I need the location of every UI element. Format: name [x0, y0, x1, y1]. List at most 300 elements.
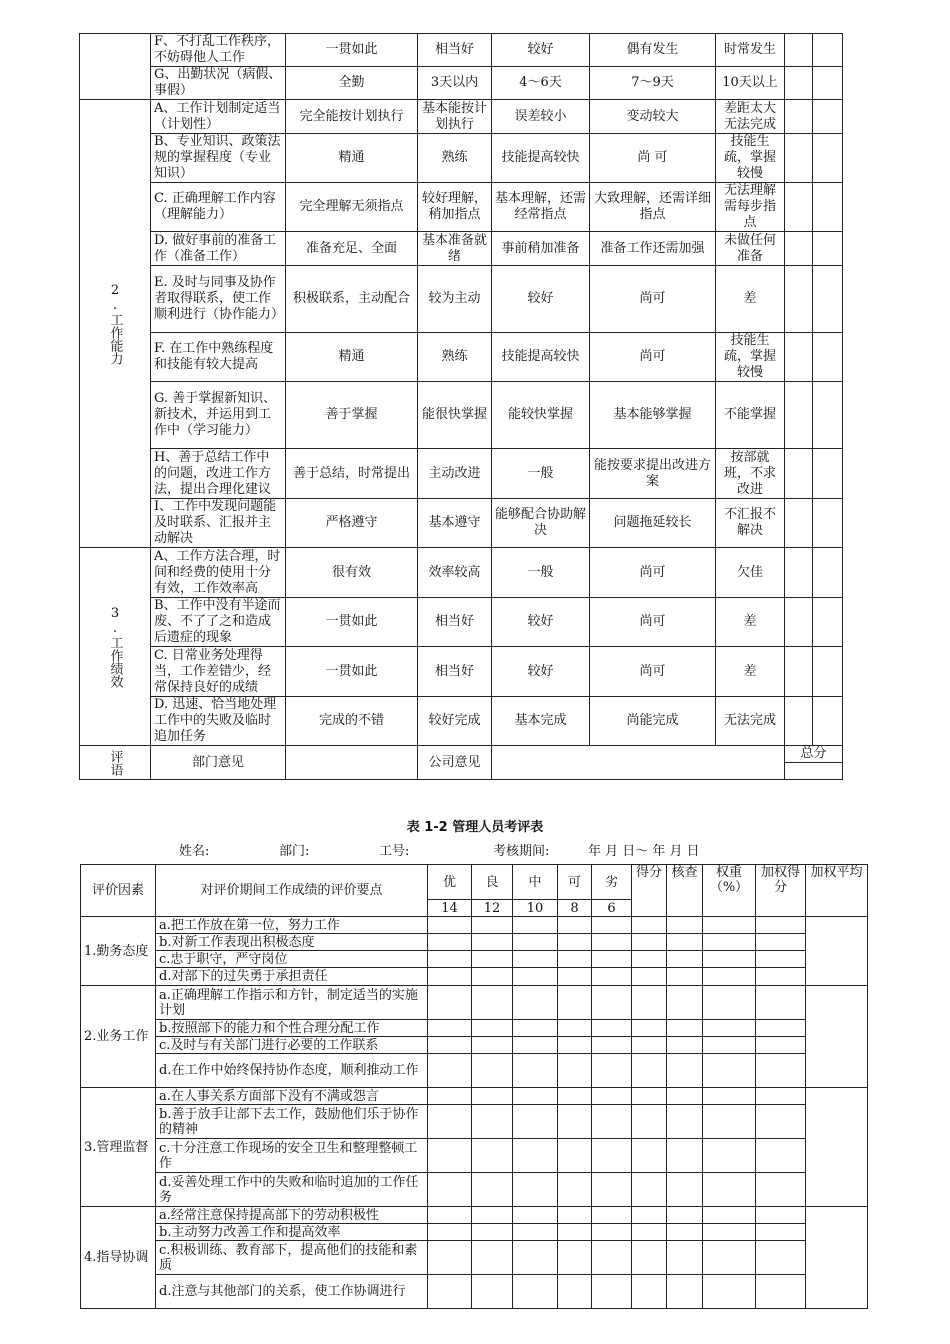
- score-cell[interactable]: [558, 968, 592, 986]
- score-cell[interactable]: [813, 134, 843, 183]
- score-cell[interactable]: [703, 968, 756, 986]
- score-cell[interactable]: [703, 934, 756, 951]
- score-cell[interactable]: [632, 934, 667, 951]
- score-cell[interactable]: [513, 1020, 558, 1037]
- score-cell[interactable]: [592, 1224, 632, 1241]
- criterion-item: b.按照部下的能力和个性合理分配工作: [156, 1020, 428, 1037]
- score-cell[interactable]: [632, 1207, 667, 1224]
- grade-descriptor: 善于总结，时常提出: [286, 449, 418, 499]
- score-cell[interactable]: [472, 1173, 513, 1207]
- grade-descriptor: 完成的不错: [286, 697, 418, 746]
- score-cell[interactable]: [667, 1037, 703, 1054]
- category-cell-empty: [80, 34, 151, 100]
- score-cell[interactable]: [592, 1275, 632, 1309]
- score-cell[interactable]: [813, 183, 843, 232]
- score-cell[interactable]: [703, 1139, 756, 1173]
- criterion-item: c.忠于职守，严守岗位: [156, 951, 428, 968]
- grade-descriptor: 能较快掌握: [492, 382, 590, 449]
- table-2-body: [81, 865, 868, 1309]
- score-cell[interactable]: [513, 1037, 558, 1054]
- category-work-performance: 3.工作绩效: [80, 548, 151, 746]
- score-cell[interactable]: [428, 1139, 472, 1173]
- header-weighted-average: 加权平均: [806, 865, 868, 917]
- score-cell[interactable]: [558, 1173, 592, 1207]
- score-cell[interactable]: [632, 917, 667, 934]
- score-cell[interactable]: [472, 1020, 513, 1037]
- score-cell[interactable]: [472, 917, 513, 934]
- grade-descriptor: 按部就班，不求改进: [716, 449, 785, 499]
- criterion-item: c.十分注意工作现场的安全卫生和整理整顿工作: [156, 1139, 428, 1173]
- score-cell[interactable]: [472, 1207, 513, 1224]
- total-score-cell: [785, 746, 843, 780]
- score-cell[interactable]: [813, 697, 843, 746]
- criterion-item: d.注意与其他部门的关系，使工作协调进行: [156, 1275, 428, 1309]
- score-cell[interactable]: [513, 1224, 558, 1241]
- grade-descriptor: 技能提高较快: [492, 134, 590, 183]
- criterion-label: B、专业知识、政策法规的掌握程度（专业知识）: [151, 134, 286, 183]
- score-cell[interactable]: [592, 1020, 632, 1037]
- score-cell[interactable]: [703, 1054, 756, 1088]
- score-cell[interactable]: [703, 951, 756, 968]
- score-cell[interactable]: [592, 1173, 632, 1207]
- grade-descriptor: 精通: [286, 333, 418, 382]
- table-row: [81, 986, 868, 1020]
- score-cell[interactable]: [703, 1020, 756, 1037]
- score-cell[interactable]: [667, 1105, 703, 1139]
- grade-descriptor: 全勤: [286, 67, 418, 100]
- score-cell[interactable]: [472, 1054, 513, 1088]
- score-cell[interactable]: [472, 1088, 513, 1105]
- table-row: [80, 382, 843, 449]
- grade-descriptor: 误差较小: [492, 100, 590, 134]
- score-cell[interactable]: [558, 951, 592, 968]
- score-cell[interactable]: [428, 1207, 472, 1224]
- criterion-label: H、善于总结工作中的问题，改进工作方法，提出合理化建议: [151, 449, 286, 499]
- score-cell[interactable]: [428, 1275, 472, 1309]
- score-cell[interactable]: [632, 1139, 667, 1173]
- score-cell[interactable]: [592, 1037, 632, 1054]
- score-cell[interactable]: [472, 968, 513, 986]
- score-cell[interactable]: [667, 1224, 703, 1241]
- score-cell[interactable]: [667, 1054, 703, 1088]
- score-cell[interactable]: [756, 1139, 806, 1173]
- score-cell[interactable]: [785, 499, 813, 548]
- grade-descriptor: 无法理解需每步指点: [716, 183, 785, 232]
- score-cell[interactable]: [756, 1241, 806, 1275]
- criterion-item: b.主动努力改善工作和提高效率: [156, 1224, 428, 1241]
- score-cell[interactable]: [756, 917, 806, 934]
- score-cell[interactable]: [785, 183, 813, 232]
- grade-descriptor: 差: [716, 266, 785, 333]
- table-row: [81, 1241, 868, 1275]
- grade-descriptor: 不能掌握: [716, 382, 785, 449]
- criterion-item: a.正确理解工作指示和方针，制定适当的实施计划: [156, 986, 428, 1020]
- header-points: 6: [592, 900, 632, 917]
- score-cell[interactable]: [558, 917, 592, 934]
- score-cell[interactable]: [756, 1088, 806, 1105]
- criterion-label: D. 做好事前的准备工作（准备工作）: [151, 232, 286, 266]
- grade-descriptor: 积极联系，主动配合: [286, 266, 418, 333]
- score-cell[interactable]: [756, 968, 806, 986]
- score-cell[interactable]: [558, 1088, 592, 1105]
- score-cell[interactable]: [592, 986, 632, 1020]
- grade-descriptor: 效率较高: [418, 548, 492, 598]
- company-opinion-field[interactable]: [492, 746, 785, 780]
- score-cell[interactable]: [756, 1224, 806, 1241]
- score-cell[interactable]: [813, 449, 843, 499]
- score-cell[interactable]: [785, 100, 813, 134]
- score-cell[interactable]: [558, 934, 592, 951]
- score-cell[interactable]: [558, 1275, 592, 1309]
- grade-descriptor: 精通: [286, 134, 418, 183]
- header-grade: 优: [428, 865, 472, 900]
- table-row: [81, 934, 868, 951]
- score-cell[interactable]: [703, 1224, 756, 1241]
- score-cell[interactable]: [667, 1275, 703, 1309]
- score-cell[interactable]: [428, 1037, 472, 1054]
- header-weight: 权重（%）: [703, 865, 756, 917]
- score-cell[interactable]: [513, 1139, 558, 1173]
- department-opinion-label: 部门意见: [151, 746, 286, 780]
- score-cell[interactable]: [513, 1275, 558, 1309]
- category-work-ability: 2.工作能力: [80, 100, 151, 548]
- grade-descriptor: 基本能按计划执行: [418, 100, 492, 134]
- grade-descriptor: 严格遵守: [286, 499, 418, 548]
- grade-descriptor: 较为主动: [418, 266, 492, 333]
- score-cell[interactable]: [813, 333, 843, 382]
- score-cell[interactable]: [428, 934, 472, 951]
- table-row: [80, 134, 843, 183]
- table-row: [81, 968, 868, 986]
- score-cell[interactable]: [632, 1275, 667, 1309]
- grade-descriptor: 一般: [492, 548, 590, 598]
- score-cell[interactable]: [472, 951, 513, 968]
- criterion-item: b.善于放手让部下去工作，鼓励他们乐于协作的精神: [156, 1105, 428, 1139]
- score-cell[interactable]: [428, 1020, 472, 1037]
- score-cell[interactable]: [785, 266, 813, 333]
- score-cell[interactable]: [592, 1054, 632, 1088]
- score-cell[interactable]: [703, 1105, 756, 1139]
- score-cell[interactable]: [813, 232, 843, 266]
- score-cell[interactable]: [558, 1037, 592, 1054]
- score-cell[interactable]: [558, 1020, 592, 1037]
- score-cell[interactable]: [703, 1037, 756, 1054]
- score-cell[interactable]: [785, 697, 813, 746]
- criterion-item: a.把工作放在第一位，努力工作: [156, 917, 428, 934]
- header-criteria: 对评价期间工作成绩的评价要点: [156, 865, 428, 917]
- total-score-field[interactable]: [785, 763, 842, 779]
- grade-descriptor: 相当好: [418, 598, 492, 647]
- score-cell[interactable]: [632, 1173, 667, 1207]
- score-cell[interactable]: [428, 1241, 472, 1275]
- score-cell[interactable]: [785, 67, 813, 100]
- table-row: [81, 1054, 868, 1088]
- score-cell[interactable]: [667, 917, 703, 934]
- score-cell[interactable]: [558, 1241, 592, 1275]
- grade-descriptor: 完全理解无须指点: [286, 183, 418, 232]
- score-cell[interactable]: [592, 917, 632, 934]
- score-cell[interactable]: [558, 1139, 592, 1173]
- score-cell[interactable]: [632, 1105, 667, 1139]
- score-cell[interactable]: [428, 1105, 472, 1139]
- score-cell[interactable]: [592, 934, 632, 951]
- company-opinion-label: 公司意见: [418, 746, 492, 780]
- table-row: [80, 548, 843, 598]
- score-cell[interactable]: [513, 917, 558, 934]
- score-cell[interactable]: [472, 1105, 513, 1139]
- criterion-item: b.对新工作表现出积极态度: [156, 934, 428, 951]
- table-1-body: [80, 34, 843, 780]
- score-cell[interactable]: [513, 986, 558, 1020]
- grade-descriptor: 较好: [492, 266, 590, 333]
- score-cell[interactable]: [813, 266, 843, 333]
- score-cell[interactable]: [472, 1224, 513, 1241]
- score-cell[interactable]: [632, 986, 667, 1020]
- grade-descriptor: 能很快掌握: [418, 382, 492, 449]
- score-cell[interactable]: [632, 1224, 667, 1241]
- score-cell[interactable]: [667, 1241, 703, 1275]
- score-cell[interactable]: [703, 1173, 756, 1207]
- score-cell[interactable]: [756, 1173, 806, 1207]
- score-cell[interactable]: [756, 1207, 806, 1224]
- score-cell[interactable]: [813, 100, 843, 134]
- score-cell[interactable]: [813, 34, 843, 67]
- meta-name-label: 姓名:: [179, 844, 210, 859]
- score-cell[interactable]: [632, 1020, 667, 1037]
- score-cell[interactable]: [472, 1139, 513, 1173]
- score-cell[interactable]: [428, 917, 472, 934]
- score-cell[interactable]: [813, 67, 843, 100]
- score-cell[interactable]: [632, 1037, 667, 1054]
- grade-descriptor: 尚可: [590, 266, 716, 333]
- score-cell[interactable]: [472, 1037, 513, 1054]
- score-cell[interactable]: [785, 333, 813, 382]
- score-cell[interactable]: [703, 1241, 756, 1275]
- score-cell[interactable]: [513, 968, 558, 986]
- grade-descriptor: 技能生疏，掌握较慢: [716, 134, 785, 183]
- score-cell[interactable]: [703, 1088, 756, 1105]
- table-row: [80, 183, 843, 232]
- score-cell[interactable]: [592, 1207, 632, 1224]
- score-cell[interactable]: [592, 1139, 632, 1173]
- grade-descriptor: 一般: [492, 449, 590, 499]
- grade-descriptor: 较好: [492, 598, 590, 647]
- grade-descriptor: 准备充足、全面: [286, 232, 418, 266]
- score-cell[interactable]: [785, 232, 813, 266]
- score-cell[interactable]: [756, 1037, 806, 1054]
- score-cell[interactable]: [428, 951, 472, 968]
- score-cell[interactable]: [813, 598, 843, 647]
- score-cell[interactable]: [592, 951, 632, 968]
- score-cell[interactable]: [558, 1224, 592, 1241]
- score-cell[interactable]: [813, 548, 843, 598]
- table-row: [81, 1020, 868, 1037]
- header-grade: 良: [472, 865, 513, 900]
- score-cell[interactable]: [667, 934, 703, 951]
- grade-descriptor: 相当好: [418, 647, 492, 697]
- grade-descriptor: 很有效: [286, 548, 418, 598]
- score-cell[interactable]: [558, 1054, 592, 1088]
- score-cell[interactable]: [513, 1241, 558, 1275]
- grade-descriptor: 尚可: [590, 548, 716, 598]
- score-cell[interactable]: [513, 1173, 558, 1207]
- table-row: [80, 333, 843, 382]
- score-cell[interactable]: [558, 1207, 592, 1224]
- criterion-label: I、工作中发现问题能及时联系、汇报并主动解决: [151, 499, 286, 548]
- criterion-label: A、工作方法合理，时间和经费的使用十分有效，工作效率高: [151, 548, 286, 598]
- table-row: [80, 647, 843, 697]
- score-cell[interactable]: [472, 1241, 513, 1275]
- score-cell[interactable]: [813, 382, 843, 449]
- grade-descriptor: 基本准备就绪: [418, 232, 492, 266]
- grade-descriptor: 主动改进: [418, 449, 492, 499]
- comment-label: 评语: [80, 746, 151, 780]
- grade-descriptor: 4～6天: [492, 67, 590, 100]
- criterion-label: D. 迅速、恰当地处理工作中的失败及临时追加任务: [151, 697, 286, 746]
- factor-group-label: 3.管理监督: [81, 1088, 156, 1207]
- criterion-item: a.经常注意保持提高部下的劳动积极性: [156, 1207, 428, 1224]
- grade-descriptor: 差距太大无法完成: [716, 100, 785, 134]
- grade-descriptor: 差: [716, 647, 785, 697]
- grade-descriptor: 较好: [492, 647, 590, 697]
- header-factor: 评价因素: [81, 865, 156, 917]
- table-row: [81, 917, 868, 934]
- criterion-item: d.在工作中始终保持协作态度，顺利推动工作: [156, 1054, 428, 1088]
- header-score: 得分: [632, 865, 667, 917]
- score-cell[interactable]: [667, 951, 703, 968]
- grade-descriptor: 较好完成: [418, 697, 492, 746]
- score-cell[interactable]: [428, 1224, 472, 1241]
- score-cell[interactable]: [592, 1105, 632, 1139]
- score-cell[interactable]: [756, 951, 806, 968]
- criterion-item: d.对部下的过失勇于承担责任: [156, 968, 428, 986]
- score-cell[interactable]: [513, 951, 558, 968]
- score-cell[interactable]: [703, 917, 756, 934]
- grade-descriptor: 完全能按计划执行: [286, 100, 418, 134]
- score-cell[interactable]: [632, 1088, 667, 1105]
- grade-descriptor: 7～9天: [590, 67, 716, 100]
- score-cell[interactable]: [667, 968, 703, 986]
- score-cell[interactable]: [756, 986, 806, 1020]
- weighted-average-cell[interactable]: [806, 1088, 868, 1207]
- criterion-item: c.积极训练、教育部下，提高他们的技能和素质: [156, 1241, 428, 1275]
- score-cell[interactable]: [785, 647, 813, 697]
- score-cell[interactable]: [632, 951, 667, 968]
- score-cell[interactable]: [785, 134, 813, 183]
- score-cell[interactable]: [558, 1105, 592, 1139]
- score-cell[interactable]: [472, 934, 513, 951]
- grade-descriptor: 一贯如此: [286, 34, 418, 67]
- score-cell[interactable]: [428, 1054, 472, 1088]
- header-points: 10: [513, 900, 558, 917]
- table-row: [81, 1139, 868, 1173]
- header-points: 8: [558, 900, 592, 917]
- score-cell[interactable]: [785, 382, 813, 449]
- score-cell[interactable]: [756, 1275, 806, 1309]
- header-grade: 可: [558, 865, 592, 900]
- score-cell[interactable]: [703, 1207, 756, 1224]
- score-cell[interactable]: [785, 449, 813, 499]
- table-row: [80, 499, 843, 548]
- score-cell[interactable]: [667, 986, 703, 1020]
- factor-group-label: 4.指导协调: [81, 1207, 156, 1309]
- score-cell[interactable]: [472, 986, 513, 1020]
- grade-descriptor: 基本理解，还需经常指点: [492, 183, 590, 232]
- grade-descriptor: 一贯如此: [286, 647, 418, 697]
- factor-group-label: 1.勤务态度: [81, 917, 156, 986]
- weighted-average-cell[interactable]: [806, 986, 868, 1088]
- grade-descriptor: 欠佳: [716, 548, 785, 598]
- score-cell[interactable]: [756, 1020, 806, 1037]
- score-cell[interactable]: [667, 1173, 703, 1207]
- score-cell[interactable]: [756, 1105, 806, 1139]
- criterion-item: d.妥善处理工作中的失败和临时追加的工作任务: [156, 1173, 428, 1207]
- score-cell[interactable]: [513, 1207, 558, 1224]
- department-opinion-field[interactable]: [286, 746, 418, 780]
- grade-descriptor: 相当好: [418, 34, 492, 67]
- score-cell[interactable]: [513, 934, 558, 951]
- table-row: [80, 67, 843, 100]
- score-cell[interactable]: [513, 1088, 558, 1105]
- weighted-average-cell[interactable]: [806, 1207, 868, 1309]
- score-cell[interactable]: [756, 1054, 806, 1088]
- score-cell[interactable]: [785, 34, 813, 67]
- score-cell[interactable]: [632, 1054, 667, 1088]
- grade-descriptor: 尚可: [590, 647, 716, 697]
- score-cell[interactable]: [756, 934, 806, 951]
- score-cell[interactable]: [513, 1105, 558, 1139]
- criterion-label: F、不打乱工作秩序，不妨碍他人工作: [151, 34, 286, 67]
- score-cell[interactable]: [667, 1020, 703, 1037]
- score-cell[interactable]: [632, 1241, 667, 1275]
- table-row: [81, 1173, 868, 1207]
- score-cell[interactable]: [592, 968, 632, 986]
- score-cell[interactable]: [785, 598, 813, 647]
- score-cell[interactable]: [472, 1275, 513, 1309]
- table-row: [81, 1275, 868, 1309]
- weighted-average-cell[interactable]: [806, 917, 868, 986]
- score-cell[interactable]: [428, 1088, 472, 1105]
- score-cell[interactable]: [592, 1088, 632, 1105]
- grade-descriptor: 差: [716, 598, 785, 647]
- score-cell[interactable]: [703, 986, 756, 1020]
- criterion-item: c.及时与有关部门进行必要的工作联系: [156, 1037, 428, 1054]
- score-cell[interactable]: [667, 1088, 703, 1105]
- grade-descriptor: 能够配合协助解决: [492, 499, 590, 548]
- grade-descriptor: 大致理解，还需详细指点: [590, 183, 716, 232]
- table-row: [80, 232, 843, 266]
- score-cell[interactable]: [428, 1173, 472, 1207]
- score-cell[interactable]: [813, 647, 843, 697]
- score-cell[interactable]: [813, 499, 843, 548]
- score-cell[interactable]: [513, 1054, 558, 1088]
- score-cell[interactable]: [428, 968, 472, 986]
- score-cell[interactable]: [428, 986, 472, 1020]
- score-cell[interactable]: [703, 1275, 756, 1309]
- score-cell[interactable]: [632, 968, 667, 986]
- score-cell[interactable]: [592, 1241, 632, 1275]
- meta-period-dates: 年 月 日～ 年 月 日: [588, 844, 700, 859]
- score-cell[interactable]: [785, 548, 813, 598]
- score-cell[interactable]: [667, 1207, 703, 1224]
- score-cell[interactable]: [667, 1139, 703, 1173]
- grade-descriptor: 变动较大: [590, 100, 716, 134]
- criterion-label: B、工作中没有半途而废、不了了之和造成后遗症的现象: [151, 598, 286, 647]
- score-cell[interactable]: [558, 986, 592, 1020]
- grade-descriptor: 尚 可: [590, 134, 716, 183]
- evaluation-table-1: [79, 33, 843, 780]
- header-points: 14: [428, 900, 472, 917]
